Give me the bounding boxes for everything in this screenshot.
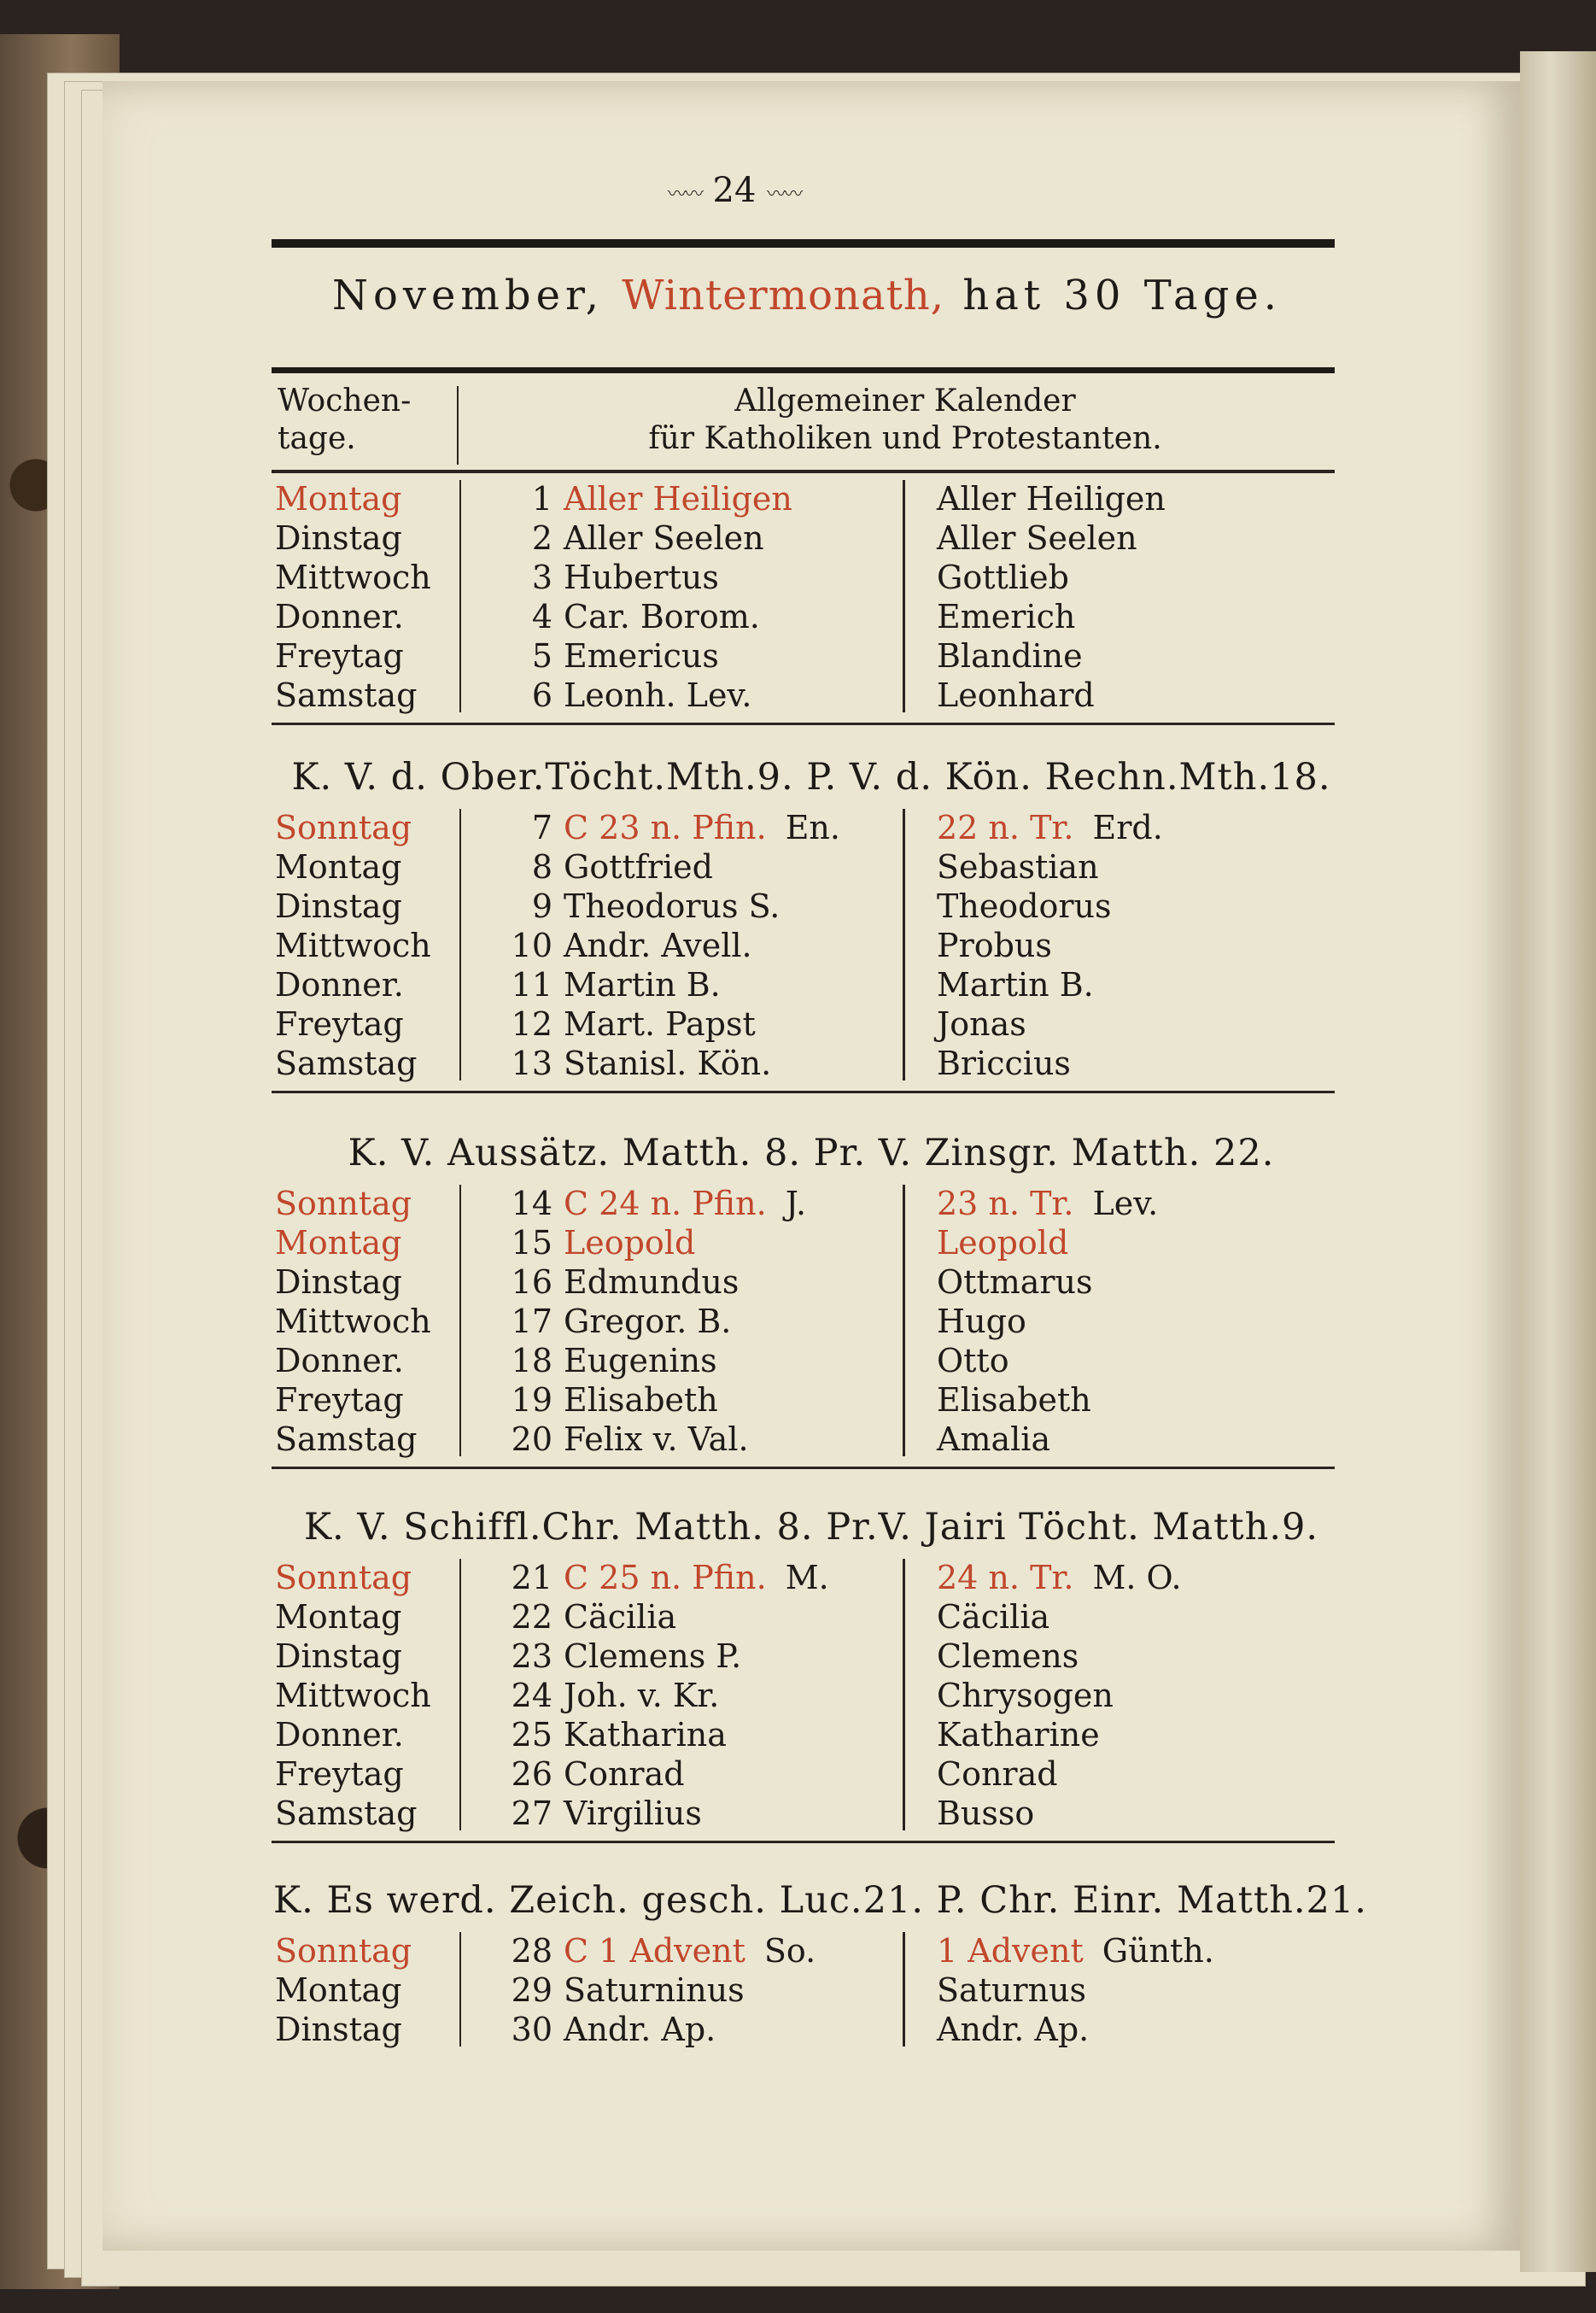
protestant-saint xyxy=(937,1303,1026,1340)
protestant-saint-name: Sebastian xyxy=(937,848,1099,886)
catholic-saint xyxy=(564,1381,718,1419)
confession-divider xyxy=(903,480,905,712)
date-number: 20 xyxy=(511,1420,552,1458)
catholic-saint xyxy=(564,1598,676,1636)
catholic-extra: J. xyxy=(785,1185,807,1222)
date-number: 8 xyxy=(531,848,552,886)
catholic-saint-name: Conrad xyxy=(564,1755,685,1793)
catholic-saint xyxy=(564,1185,806,1222)
catholic-saint xyxy=(564,887,780,925)
protestant-saint-name: Gottlieb xyxy=(937,559,1069,596)
weekday-label: Mittwoch xyxy=(275,1303,431,1340)
calendar-row xyxy=(275,1795,1351,1834)
calendar-row xyxy=(275,966,1351,1005)
catholic-saint-name: Andr. Ap. xyxy=(564,2011,716,2048)
gospel-note: K. Es werd. Zeich. gesch. Luc.21. P. Chr. Einr. Matth.21. xyxy=(273,1879,1367,1922)
catholic-saint xyxy=(564,927,752,964)
protestant-saint-name: Saturnus xyxy=(937,1971,1087,2009)
confession-divider xyxy=(903,1932,905,2047)
weekday-label: Dinstag xyxy=(275,1637,402,1675)
catholic-saint xyxy=(564,1559,829,1596)
weekday-label: Samstag xyxy=(275,1795,418,1832)
catholic-saint xyxy=(564,1342,717,1379)
calendar-header-line2: für Katholiken und Protestanten. xyxy=(648,421,1162,456)
date-number: 25 xyxy=(511,1716,552,1754)
calendar-row xyxy=(275,1755,1351,1795)
calendar-row xyxy=(275,1381,1351,1420)
date-number: 10 xyxy=(511,927,552,964)
calendar-row xyxy=(275,848,1351,887)
protestant-saint xyxy=(937,927,1052,964)
catholic-saint xyxy=(564,480,792,518)
catholic-saint xyxy=(564,1224,695,1262)
header-bottom-rule xyxy=(272,470,1335,473)
protestant-saint-name: Andr. Ap. xyxy=(937,2011,1090,2048)
weekday-divider xyxy=(459,1559,461,1830)
protestant-extra: Erd. xyxy=(1092,809,1163,846)
catholic-saint xyxy=(564,598,760,635)
weekday-label: Mittwoch xyxy=(275,559,431,596)
weekday-divider xyxy=(459,809,461,1080)
catholic-saint-name: Car. Borom. xyxy=(564,598,760,635)
catholic-saint-name: Aller Seelen xyxy=(564,519,764,557)
date-number: 26 xyxy=(511,1755,552,1793)
protestant-saint xyxy=(937,1381,1091,1419)
calendar-row xyxy=(275,1677,1351,1716)
protestant-saint-name: Briccius xyxy=(937,1045,1071,1082)
confession-divider xyxy=(903,809,905,1080)
protestant-saint-name: Amalia xyxy=(937,1420,1051,1458)
protestant-saint xyxy=(937,848,1099,886)
gospel-note: K. V. d. Ober.Töcht.Mth.9. P. V. d. Kön. Rechn.Mth.18. xyxy=(291,756,1331,799)
catholic-saint xyxy=(564,1263,739,1301)
calendar-row xyxy=(275,1932,1351,1971)
weekday-label: Donner. xyxy=(275,1342,404,1379)
catholic-saint xyxy=(564,637,719,675)
catholic-saint xyxy=(564,1045,771,1082)
protestant-saint-name: Cäcilia xyxy=(937,1598,1050,1636)
month-name: November, xyxy=(331,272,604,319)
catholic-saint-name: Leonh. Lev. xyxy=(564,676,752,714)
protestant-saint-name: Katharine xyxy=(937,1716,1100,1754)
catholic-saint-name: Theodorus S. xyxy=(564,887,780,925)
protestant-saint-name: Hugo xyxy=(937,1303,1026,1340)
date-number: 11 xyxy=(511,966,552,1004)
calendar-row xyxy=(275,1005,1351,1045)
catholic-saint-name: Elisabeth xyxy=(564,1381,718,1419)
date-number: 7 xyxy=(531,809,552,846)
protestant-saint-name: Conrad xyxy=(937,1755,1058,1793)
catholic-saint-name: Virgilius xyxy=(564,1795,702,1832)
header-top-rule xyxy=(272,367,1335,373)
weekday-label: Montag xyxy=(275,1598,402,1636)
date-number: 5 xyxy=(531,637,552,675)
calendar-row xyxy=(275,1224,1351,1263)
date-number: 28 xyxy=(511,1932,552,1970)
catholic-saint-name: Joh. v. Kr. xyxy=(564,1677,720,1714)
date-number: 29 xyxy=(511,1971,552,2009)
protestant-saint-name: Clemens xyxy=(937,1637,1079,1675)
date-number: 13 xyxy=(511,1045,552,1082)
protestant-saint xyxy=(937,1637,1079,1675)
catholic-saint-name: Aller Heiligen xyxy=(564,480,792,518)
protestant-saint-name: Ottmarus xyxy=(937,1263,1093,1301)
protestant-saint xyxy=(937,598,1075,635)
header-divider xyxy=(457,386,459,465)
weekday-divider xyxy=(459,480,461,712)
catholic-saint-name: Clemens P. xyxy=(564,1637,742,1675)
catholic-saint-name: Cäcilia xyxy=(564,1598,677,1636)
catholic-saint-name: Gregor. B. xyxy=(564,1303,732,1340)
date-number: 4 xyxy=(531,598,552,635)
protestant-saint xyxy=(937,1598,1049,1636)
calendar-header-line1: Allgemeiner Kalender xyxy=(734,384,1076,419)
catholic-saint xyxy=(564,519,764,557)
catholic-extra: M. xyxy=(785,1559,829,1596)
protestant-saint xyxy=(937,1755,1058,1793)
calendar-row xyxy=(275,1637,1351,1677)
catholic-saint-name: Saturninus xyxy=(564,1971,745,2009)
weekday-label: Dinstag xyxy=(275,2011,402,2048)
catholic-saint-name: Hubertus xyxy=(564,559,719,596)
protestant-saint xyxy=(937,559,1069,596)
protestant-saint-name: Emerich xyxy=(937,598,1076,635)
weekday-label: Dinstag xyxy=(275,887,402,925)
week-separator xyxy=(272,1467,1335,1469)
calendar-row xyxy=(275,1263,1351,1303)
catholic-saint-name: Emericus xyxy=(564,637,719,675)
weekday-label: Dinstag xyxy=(275,1263,402,1301)
calendar-row xyxy=(275,1598,1351,1637)
catholic-saint xyxy=(564,1971,745,2009)
date-number: 18 xyxy=(511,1342,552,1379)
catholic-saint-name: C 1 Advent xyxy=(564,1932,745,1970)
calendar-row xyxy=(275,598,1351,637)
confession-divider xyxy=(903,1185,905,1456)
weekday-label: Freytag xyxy=(275,1381,404,1419)
date-number: 27 xyxy=(511,1795,552,1832)
protestant-saint-name: Busso xyxy=(937,1795,1035,1832)
calendar-row xyxy=(275,480,1351,519)
calendar-row xyxy=(275,887,1351,927)
week-separator xyxy=(272,723,1335,725)
weekday-label: Montag xyxy=(275,1971,402,2009)
protestant-saint xyxy=(937,887,1112,925)
protestant-saint-name: Martin B. xyxy=(937,966,1094,1004)
calendar-row xyxy=(275,1185,1351,1224)
date-number: 2 xyxy=(531,519,552,557)
catholic-saint xyxy=(564,848,713,886)
facing-page-edge xyxy=(1520,51,1596,2272)
weekday-label: Freytag xyxy=(275,637,404,675)
weekday-label: Sonntag xyxy=(275,809,412,846)
catholic-saint xyxy=(564,966,721,1004)
protestant-saint xyxy=(937,676,1095,714)
protestant-saint xyxy=(937,1677,1114,1714)
catholic-saint xyxy=(564,1716,727,1754)
catholic-saint xyxy=(564,1005,756,1043)
ornament-left: 〰〰 xyxy=(667,184,702,206)
date-number: 23 xyxy=(511,1637,552,1675)
protestant-saint xyxy=(937,1224,1068,1262)
date-number: 14 xyxy=(511,1185,552,1222)
catholic-saint xyxy=(564,1795,702,1832)
protestant-saint-name: 22 n. Tr. xyxy=(937,809,1074,846)
gospel-note: K. V. Schiffl.Chr. Matth. 8. Pr.V. Jairi Töcht. Matth.9. xyxy=(303,1506,1319,1549)
protestant-saint-name: Leonhard xyxy=(937,676,1095,714)
ornament-right: 〰〰 xyxy=(767,184,802,206)
protestant-saint xyxy=(937,480,1166,518)
protestant-saint-name: Theodorus xyxy=(937,887,1112,925)
catholic-saint-name: Mart. Papst xyxy=(564,1005,756,1043)
weekday-label: Montag xyxy=(275,1224,402,1262)
calendar-row xyxy=(275,676,1351,716)
protestant-saint xyxy=(937,1263,1093,1301)
catholic-saint-name: Andr. Avell. xyxy=(564,927,752,964)
catholic-saint xyxy=(564,559,719,596)
calendar-row xyxy=(275,1716,1351,1755)
protestant-saint-name: Jonas xyxy=(937,1005,1026,1043)
weekday-column-header: Wochen- tage. xyxy=(278,384,412,456)
protestant-saint-name: Aller Seelen xyxy=(937,519,1137,557)
weekday-label: Samstag xyxy=(275,1045,418,1082)
protestant-saint xyxy=(937,809,1163,846)
top-thick-rule xyxy=(272,239,1335,248)
catholic-saint-name: C 24 n. Pfin. xyxy=(564,1185,767,1222)
date-number: 19 xyxy=(511,1381,552,1419)
calendar-row xyxy=(275,559,1351,598)
date-number: 1 xyxy=(531,480,552,518)
calendar-row xyxy=(275,1342,1351,1381)
weekday-label: Sonntag xyxy=(275,1932,412,1970)
protestant-saint xyxy=(937,1185,1158,1222)
protestant-saint xyxy=(937,1420,1050,1458)
calendar-row xyxy=(275,519,1351,559)
catholic-saint-name: Gottfried xyxy=(564,848,713,886)
protestant-saint xyxy=(937,519,1137,557)
protestant-extra: Günth. xyxy=(1102,1932,1214,1970)
catholic-saint-name: Katharina xyxy=(564,1716,727,1754)
month-days: hat 30 Tage. xyxy=(962,272,1283,319)
catholic-saint xyxy=(564,1637,741,1675)
date-number: 12 xyxy=(511,1005,552,1043)
weekday-label: Mittwoch xyxy=(275,1677,431,1714)
protestant-saint-name: Otto xyxy=(937,1342,1009,1379)
confession-divider xyxy=(903,1559,905,1830)
date-number: 24 xyxy=(511,1677,552,1714)
protestant-saint-name: 23 n. Tr. xyxy=(937,1185,1074,1222)
date-number: 21 xyxy=(511,1559,552,1596)
protestant-saint-name: Aller Heiligen xyxy=(937,480,1166,518)
calendar-row xyxy=(275,809,1351,848)
catholic-saint xyxy=(564,676,751,714)
week-separator xyxy=(272,1841,1335,1843)
catholic-saint xyxy=(564,1303,731,1340)
weekday-label: Sonntag xyxy=(275,1185,412,1222)
protestant-saint-name: Chrysogen xyxy=(937,1677,1114,1714)
protestant-saint-name: 1 Advent xyxy=(937,1932,1084,1970)
catholic-saint xyxy=(564,1677,719,1714)
catholic-saint xyxy=(564,809,840,846)
weekday-label: Donner. xyxy=(275,1716,404,1754)
weekday-label: Freytag xyxy=(275,1005,404,1043)
protestant-saint-name: 24 n. Tr. xyxy=(937,1559,1074,1596)
protestant-saint-name: Blandine xyxy=(937,637,1083,675)
calendar-row xyxy=(275,1559,1351,1598)
date-number: 17 xyxy=(511,1303,552,1340)
protestant-extra: Lev. xyxy=(1092,1185,1159,1222)
date-number: 15 xyxy=(511,1224,552,1262)
date-number: 9 xyxy=(531,887,552,925)
week-separator xyxy=(272,1091,1335,1093)
date-number: 16 xyxy=(511,1263,552,1301)
page-number-text: 24 xyxy=(712,171,757,210)
protestant-saint-name: Probus xyxy=(937,927,1052,964)
date-number: 6 xyxy=(531,676,552,714)
calendar-row xyxy=(275,1971,1351,2011)
catholic-saint xyxy=(564,2011,716,2048)
protestant-saint-name: Elisabeth xyxy=(937,1381,1091,1419)
protestant-saint xyxy=(937,1342,1009,1379)
weekday-label: Donner. xyxy=(275,966,404,1004)
catholic-saint-name: Leopold xyxy=(564,1224,696,1262)
catholic-saint xyxy=(564,1420,749,1458)
weekday-label: Montag xyxy=(275,848,402,886)
protestant-saint xyxy=(937,1559,1182,1596)
weekday-label: Sonntag xyxy=(275,1559,412,1596)
catholic-saint-name: Stanisl. Kön. xyxy=(564,1045,772,1082)
weekday-label: Montag xyxy=(275,480,402,518)
protestant-saint-name: Leopold xyxy=(937,1224,1069,1262)
calendar-row xyxy=(275,1045,1351,1084)
catholic-extra: En. xyxy=(785,809,840,846)
calendar-row xyxy=(275,927,1351,966)
protestant-saint xyxy=(937,1005,1026,1043)
catholic-saint-name: Martin B. xyxy=(564,966,721,1004)
calendar-row xyxy=(275,637,1351,676)
page-title xyxy=(256,272,1358,319)
calendar-column-header xyxy=(461,383,1349,458)
weekday-divider xyxy=(459,1932,461,2047)
catholic-saint-name: Eugenins xyxy=(564,1342,717,1379)
protestant-extra: M. O. xyxy=(1092,1559,1182,1596)
weekday-label: Donner. xyxy=(275,598,404,635)
catholic-saint-name: C 25 n. Pfin. xyxy=(564,1559,767,1596)
weekday-label: Samstag xyxy=(275,676,418,714)
protestant-saint xyxy=(937,966,1094,1004)
weekday-label: Dinstag xyxy=(275,519,402,557)
protestant-saint xyxy=(937,1932,1214,1970)
old-month-name: Wintermonath, xyxy=(622,272,945,319)
catholic-saint-name: C 23 n. Pfin. xyxy=(564,809,767,846)
protestant-saint xyxy=(937,637,1083,675)
catholic-saint xyxy=(564,1755,685,1793)
catholic-saint-name: Edmundus xyxy=(564,1263,740,1301)
date-number: 30 xyxy=(511,2011,552,2048)
gospel-note: K. V. Aussätz. Matth. 8. Pr. V. Zinsgr. Matth. 22. xyxy=(348,1132,1275,1174)
protestant-saint xyxy=(937,1795,1034,1832)
weekday-divider xyxy=(459,1185,461,1456)
weekday-label: Mittwoch xyxy=(275,927,431,964)
protestant-saint xyxy=(937,1971,1086,2009)
page-number xyxy=(632,171,837,210)
weekday-label: Freytag xyxy=(275,1755,404,1793)
calendar-row xyxy=(275,1420,1351,1460)
calendar-row xyxy=(275,2011,1351,2050)
catholic-extra: So. xyxy=(763,1932,816,1970)
date-number: 22 xyxy=(511,1598,552,1636)
catholic-saint-name: Felix v. Val. xyxy=(564,1420,749,1458)
calendar-row xyxy=(275,1303,1351,1342)
weekday-label: Samstag xyxy=(275,1420,418,1458)
date-number: 3 xyxy=(531,559,552,596)
protestant-saint xyxy=(937,1045,1071,1082)
catholic-saint xyxy=(564,1932,816,1970)
protestant-saint xyxy=(937,2011,1089,2048)
protestant-saint xyxy=(937,1716,1100,1754)
